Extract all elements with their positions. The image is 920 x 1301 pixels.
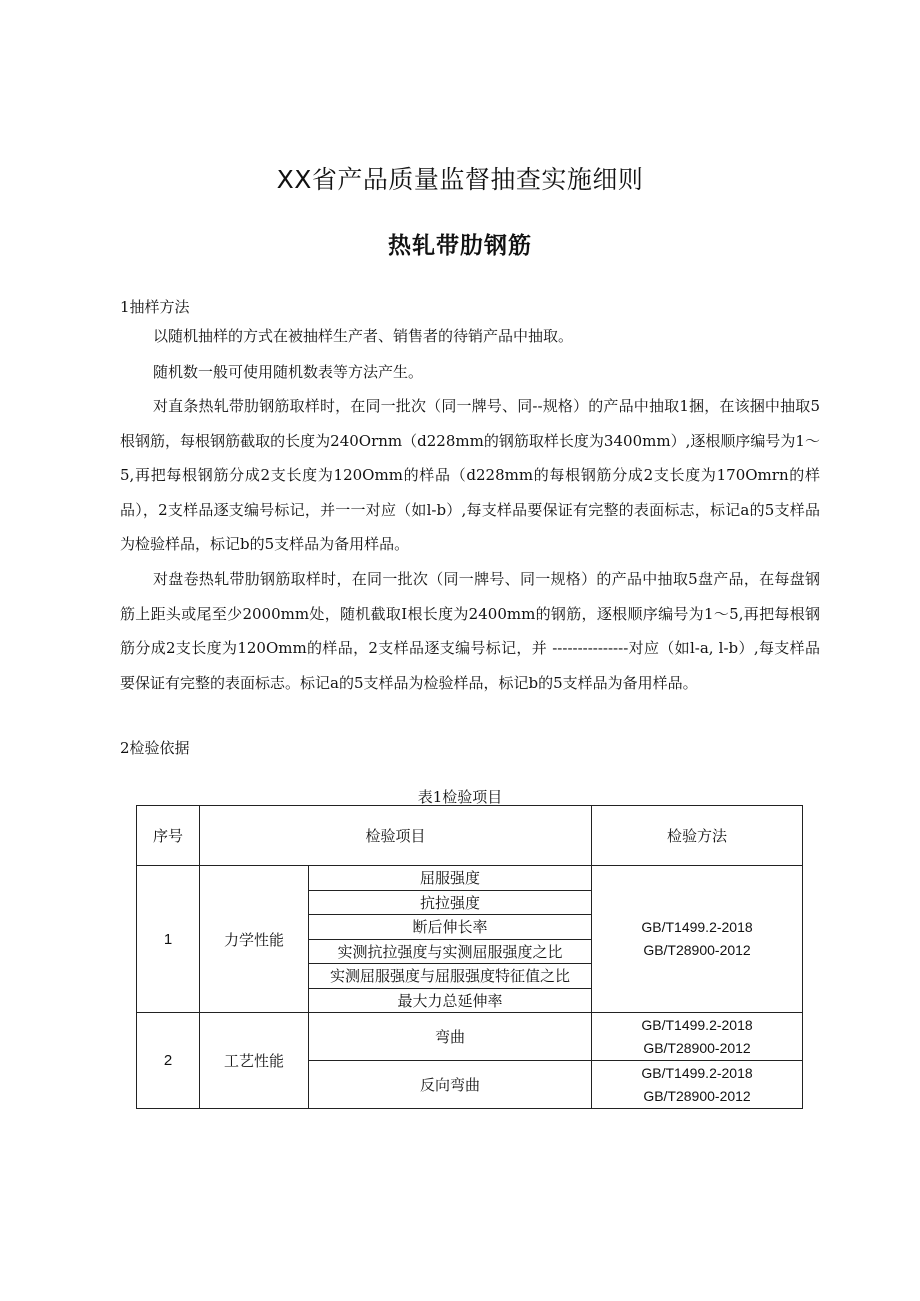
method-standard: GB/T1499.2-2018 xyxy=(641,1016,753,1033)
table-caption: 表1检验项目 xyxy=(417,788,503,806)
table-row xyxy=(137,866,803,891)
item-name: 实测屈服强度与屈服强度特征值之比 xyxy=(309,964,592,989)
paragraph-coil-sampling: 对盘卷热轧带肋钢筋取样时，在同一批次（同一牌号、同一规格）的产品中抽取5盘产品，在每盘钢筋上距头或尾至少2000mm处，随机截取I根长度为2400mm的钢筋，逐根顺序编号为1～5,再把每根钢筋分成2支长度为120Omm的样品，2支样品逐支编号标记，并 ---------------对应（如l-a, l-b）,每支样品要保证有完整的表面标志。标记a的5支样品为检验样品，标记b的5支样品为备用样品。 xyxy=(120,570,820,692)
item-name: 反向弯曲 xyxy=(309,1061,592,1109)
table-header-row xyxy=(137,806,803,866)
group-number: 1 xyxy=(137,866,200,1013)
method-cell xyxy=(592,866,803,1013)
method-standard: GB/T28900-2012 xyxy=(643,1087,751,1104)
item-name: 断后伸长率 xyxy=(309,915,592,940)
group-category: 力学性能 xyxy=(200,866,309,1013)
header-inspection-item: 检验项目 xyxy=(200,806,592,866)
paragraph-random-number: 随机数一般可使用随机数表等方法产生。 xyxy=(153,363,424,381)
document-title: XX省产品质量监督抽查实施细则 xyxy=(276,165,644,194)
paragraph-sampling-method: 以随机抽样的方式在被抽样生产者、销售者的待销产品中抽取。 xyxy=(153,327,574,345)
section-heading-basis: 2检验依据 xyxy=(120,739,190,757)
method-cell xyxy=(592,1013,803,1061)
inspection-items-table xyxy=(136,805,803,1109)
document-subtitle: 热轧带肋钢筋 xyxy=(388,233,532,259)
method-cell xyxy=(592,1061,803,1109)
paragraph-straight-bar-sampling: 对直条热轧带肋钢筋取样时，在同一批次（同一牌号、同--规格）的产品中抽取1捆，在该捆中抽取5根钢筋，每根钢筋截取的长度为240Ornm（d228mm的钢筋取样长度为3400mm）,逐根顺序编号为1～5,再把每根钢筋分成2支长度为120Omm的样品（d228mm的每根钢筋分成2支长度为170Omrn的样品），2支样品逐支编号标记，并一一对应（如l-b）,每支样品要保证有完整的表面标志，标记a的5支样品为检验样品，标记b的5支样品为备用样品。 xyxy=(120,397,820,553)
section-heading-sampling: 1抽样方法 xyxy=(120,298,190,316)
item-name: 屈服强度 xyxy=(309,866,592,891)
method-standard: GB/T28900-2012 xyxy=(643,942,751,958)
item-name: 抗拉强度 xyxy=(309,890,592,915)
method-standard: GB/T28900-2012 xyxy=(643,1039,751,1056)
item-name: 实测抗拉强度与实测屈服强度之比 xyxy=(309,939,592,964)
table-row xyxy=(137,1013,803,1061)
group-category: 工艺性能 xyxy=(200,1013,309,1109)
header-inspection-method: 检验方法 xyxy=(592,806,803,866)
method-standard: GB/T1499.2-2018 xyxy=(641,1064,753,1081)
header-serial-no: 序号 xyxy=(137,806,200,866)
method-standard: GB/T1499.2-2018 xyxy=(641,919,753,935)
item-name: 最大力总延伸率 xyxy=(309,988,592,1013)
group-number: 2 xyxy=(137,1013,200,1109)
item-name: 弯曲 xyxy=(309,1013,592,1061)
